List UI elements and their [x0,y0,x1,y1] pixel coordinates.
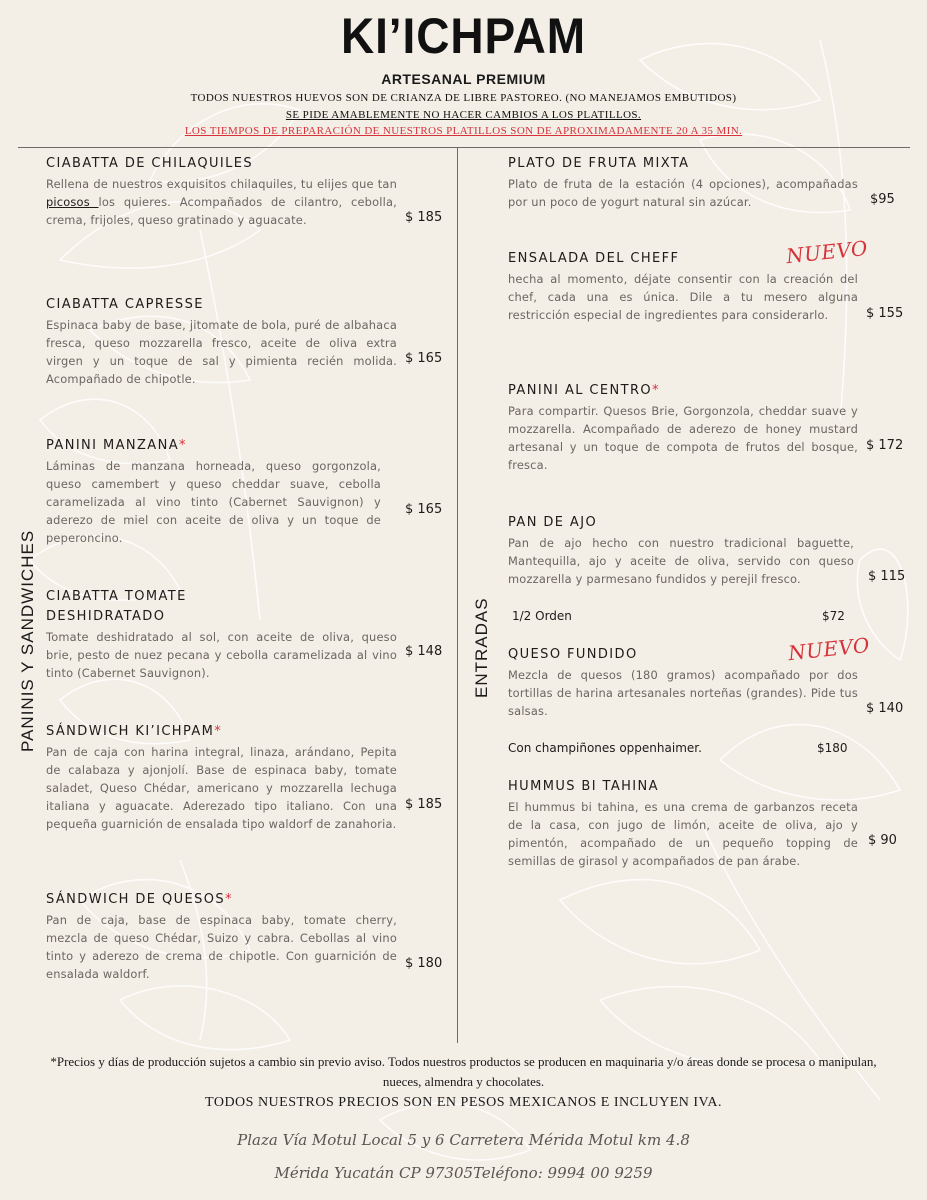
menu-item-panini-manzana [46,436,381,547]
half-order-label: 1/2 Orden [512,609,572,623]
item-description: Para compartir. Quesos Brie, Gorgonzola, cheddar suave y mozzarella. Acompañado de aderezo de honey mustard artesanal y un toque de compota de frutos del bosque, fresca. [508,404,858,472]
notice-eggs: TODOS NUESTROS HUEVOS SON DE CRIANZA DE LIBRE PASTOREO. (NO MANEJAMOS EMBUTIDOS) [190,92,737,104]
item-description: Láminas de manzana horneada, queso gorgonzola, queso camembert y queso cheddar suave, cebolla caramelizada al vino tinto (Cabernet Sauvignon) y aderezo de miel con aceite de oliva y un toque de peperoncino. [46,459,381,545]
menu-item-panini-centro [508,381,858,474]
item-description: Rellena de nuestros exquisitos chilaquiles, tu elijes que tan picosos los quieres. Acompañados de cilantro, cebolla, crema, frijoles, queso gratinado y aguacate. [46,177,398,227]
item-title: CIABATTA TOMATE [46,589,187,604]
footer-address: Plaza Vía Motul Local 5 y 6 Carretera Mérida Motul km 4.8 [237,1131,690,1149]
item-title-line2: DESHIDRATADO [46,609,166,624]
item-title: QUESO FUNDIDO [508,647,638,662]
menu-item-ciabatta-tomate [46,587,397,682]
item-title: PAN DE AJO [508,515,598,530]
item-title: SÁNDWICH KI’ICHPAM* [46,724,223,739]
asterisk-mark: * [652,383,660,398]
section-label-paninis: PANINIS Y SANDWICHES [18,529,37,752]
item-title: PANINI AL CENTRO* [508,383,660,398]
item-title: PANINI MANZANA* [46,438,187,453]
item-title: HUMMUS BI TAHINA [508,779,659,794]
footer-prices-note: TODOS NUESTROS PRECIOS SON EN PESOS MEXICANOS E INCLUYEN IVA. [205,1095,722,1110]
menu-item-sandwich-kiichpam [46,722,397,833]
section-label-entradas: ENTRADAS [472,597,491,698]
item-title: ENSALADA DEL CHEFF [508,251,680,266]
item-price: $ 115 [868,569,906,584]
asterisk-mark: * [179,438,187,453]
item-title: CIABATTA DE CHILAQUILES [46,156,254,171]
item-price: $ 155 [866,306,904,321]
menu-item-ciabatta-capresse [46,295,397,388]
item-description: El hummus bi tahina, es una crema de garbanzos receta de la casa, con jugo de limón, aceite de oliva, ajo y pimentón, acompañado de un pequeño topping de semillas de girasol y acompañados de pan árabe. [508,800,858,868]
item-price: $ 180 [405,956,443,971]
notice-prep-time: LOS TIEMPOS DE PREPARACIÓN DE NUESTROS PLATILLOS SON DE APROXIMADAMENTE 20 A 35 MIN. [184,125,743,137]
item-description: Pan de caja con harina integral, linaza, arándano, Pepita de calabaza y ajonjolí. Base de espinaca baby, tomate saladet, Queso Chédar, americano y mozzarella lechuga italiana y aguacate. Aderezado tipo italiano. Con una pequeña guarnición de ensalada tipo waldorf de zanahoria. [46,745,397,831]
item-price: $ 165 [405,351,443,366]
brand-subtitle: ARTESANAL PREMIUM [381,71,546,87]
item-price: $ 165 [405,502,443,517]
item-price: $ 148 [405,644,443,659]
footer-phone: Mérida Yucatán CP 97305Teléfono: 9994 00 9259 [274,1164,653,1182]
new-badge: NUEVO [786,632,871,666]
footer-disclaimer: *Precios y días de producción sujetos a cambio sin previo aviso. Todos nuestros productos se producen en maquinaria y/o áreas donde se procesa o manipulan, nueces, almendra y chocolates. [50,1054,877,1089]
asterisk-mark: * [225,892,233,907]
item-description: Tomate deshidratado al sol, con aceite de oliva, queso brie, pesto de nuez pecana y cebolla caramelizada al vino tinto (Cabernet Sauvignon). [46,630,397,680]
item-title: CIABATTA CAPRESSE [46,297,204,312]
header-divider [18,147,910,148]
item-price: $95 [870,192,895,207]
item-description: Plato de fruta de la estación (4 opciones), acompañadas por un poco de yogurt natural sin azúcar. [508,177,858,209]
item-price: $ 140 [866,701,904,716]
item-description: Mezcla de quesos (180 gramos) acompañado por dos tortillas de harina artesanales norteñas (grandes). Pide tus salsas. [508,668,858,718]
item-description: Pan de ajo hecho con nuestro tradicional baguette, Mantequilla, ajo y aceite de oliva, servido con queso mozzarella y parmesano fundidos y perejil fresco. [508,536,854,586]
menu-item-hummus [508,777,858,870]
brand-logo-text: KI’ICHPAM [340,8,587,64]
item-title: SÁNDWICH DE QUESOS* [46,892,233,907]
new-badge: NUEVO [784,235,869,269]
item-price: $ 185 [405,797,443,812]
item-price: $ 90 [868,833,897,848]
menu-item-pan-ajo [508,513,854,588]
item-title: PLATO DE FRUTA MIXTA [508,156,690,171]
column-divider [457,148,458,1043]
mushroom-option-price: $180 [817,741,848,755]
item-price: $ 185 [405,210,443,225]
item-description: Pan de caja, base de espinaca baby, tomate cherry, mezcla de queso Chédar, Suizo y cabra. Cebollas al vino tinto y aderezo de crema de chipotle. Con guarnición de ensalada waldorf. [46,913,397,981]
menu-item-plato-fruta [508,154,858,211]
asterisk-mark: * [214,724,223,739]
menu-item-ciabatta-chilaquiles [46,154,397,229]
item-description: Espinaca baby de base, jitomate de bola, puré de albahaca fresca, queso mozzarella fresco, aceite de oliva extra virgen y un toque de sal y pimienta recién molida. Acompañado de chipotle. [46,318,397,386]
half-order-price: $72 [822,609,845,623]
mushroom-option-label: Con champiñones oppenhaimer. [508,741,702,755]
menu-item-sandwich-quesos [46,890,397,983]
item-price: $ 172 [866,438,904,453]
notice-no-changes: SE PIDE AMABLEMENTE NO HACER CAMBIOS A LOS PLATILLOS. [285,109,642,121]
item-description: hecha al momento, déjate consentir con la creación del chef, cada una es única. Dile a tu mesero alguna restricción especial de ingredientes para considerarlo. [508,272,858,322]
